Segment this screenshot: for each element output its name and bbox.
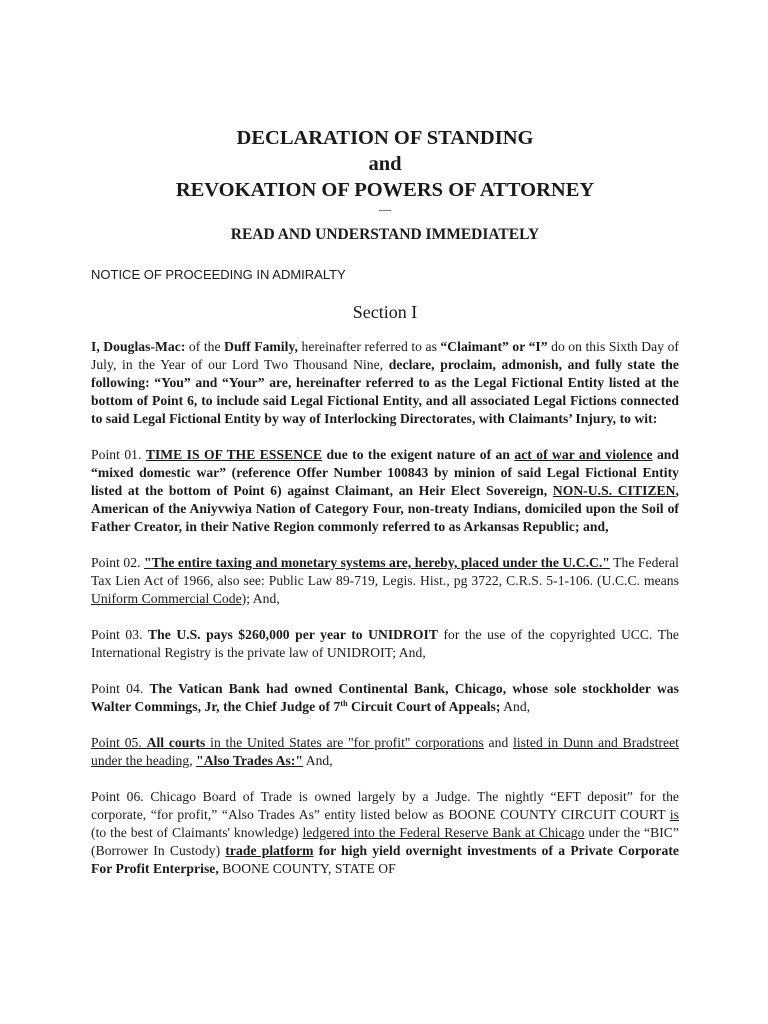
point-text: for the use of the copyrighted UCC. The International Registry is the private law of UNIDROIT; And,: [91, 627, 679, 660]
high-yield: for high yield overnight investments of a Private Corporate For Profit Enterprise,: [91, 843, 679, 876]
claimant-name: I, Douglas-Mac:: [91, 339, 186, 354]
point-03-paragraph: [91, 626, 679, 662]
point-text: And,: [303, 753, 333, 768]
title-line-1: DECLARATION OF STANDING: [236, 127, 534, 149]
is-word: is: [669, 807, 679, 822]
point-text: under the “BIC” (Borrower In Custody): [91, 825, 680, 858]
title-line-2: and: [368, 153, 402, 175]
point-text: , American of the Aniyvwiya Nation of Category Four, non-treaty Indians, domiciled upon the Soil of Father Creator, in their Native Region commonly referred to as Arkansas Republic; and,: [91, 483, 679, 534]
all-courts: All courts: [146, 735, 206, 750]
point-text: (to the best of Claimants' knowledge): [91, 825, 303, 840]
point-text: ,: [189, 753, 197, 768]
point-label: Point 02.: [91, 555, 145, 570]
point-text: and “mixed domestic war” (reference Offer Number 100843 by minion of said Legal Fictional Entity listed at the bottom of Point 6) against Claimant, an Heir Elect Sovereign,: [91, 447, 680, 498]
point-04-paragraph: [91, 680, 679, 716]
ucc-quote: "The entire taxing and monetary systems are, hereby, placed under the U.C.C.": [144, 555, 610, 570]
notice-line: NOTICE OF PROCEEDING IN ADMIRALTY: [91, 267, 346, 282]
act-of-war: act of war and violence: [514, 447, 653, 462]
family-name: Duff Family,: [224, 339, 299, 354]
subtitle: READ AND UNDERSTAND IMMEDIATELY: [230, 226, 540, 243]
non-us-citizen: NON-U.S. CITIZEN: [552, 483, 676, 498]
title-dash: —: [379, 202, 391, 216]
unidroit-payment: The U.S. pays $260,000 per year to UNIDROIT: [148, 627, 438, 642]
intro-text: of the: [185, 339, 225, 354]
point-01-paragraph: [91, 446, 679, 536]
intro-paragraph: [91, 338, 679, 428]
point-label: Point 03.: [91, 627, 149, 642]
title-line-3: REVOKATION OF POWERS OF ATTORNEY: [175, 179, 595, 201]
point-02-paragraph: [91, 554, 679, 608]
claimant-term: “Claimant” or “I”: [440, 339, 548, 354]
circuit-court: Circuit Court of Appeals;: [347, 699, 501, 714]
trade-platform: trade platform: [225, 843, 314, 858]
also-trades-as: "Also Trades As:": [196, 753, 303, 768]
intro-text: do on this Sixth Day of July, in the Year of our Lord Two Thousand Nine,: [91, 339, 679, 372]
point-05-paragraph: [91, 734, 679, 770]
document-body: [91, 125, 679, 878]
time-essence: TIME IS OF THE ESSENCE: [145, 447, 323, 462]
point-text: ); And,: [241, 591, 280, 606]
for-profit: in the United States are "for profit" corporations: [205, 735, 484, 750]
intro-text: hereinafter referred to as: [298, 339, 441, 354]
ucc-definition: Uniform Commercial Code: [91, 591, 242, 606]
vatican-bank: The Vatican Bank had owned Continental Bank, Chicago, whose sole stockholder was Walter Commings, Jr, the Chief Judge of 7: [91, 681, 679, 714]
point-text: And,: [500, 699, 531, 714]
point-text: Point 06. Chicago Board of Trade is owned largely by a Judge. The nightly “EFT deposit” for the corporate, “for profit,” “Also Trades As” entity listed below as BOONE COUNTY CIRCUIT COURT: [91, 789, 679, 822]
point-text: due to the exigent nature of an: [322, 447, 515, 462]
point-text: The Federal Tax Lien Act of 1966, also see: Public Law 89-719, Legis. Hist., pg 3722, C.R.S. 5-1-106. (U.C.C. means: [91, 555, 680, 588]
point-text: and: [483, 735, 514, 750]
point-label: Point 05.: [91, 735, 147, 750]
dunn-bradstreet: listed in Dunn and Bradstreet under the heading: [91, 735, 679, 768]
intro-declaration: declare, proclaim, admonish, and fully state the following: “You” and “Your” are, hereinafter referred to as the Legal Fictional Entity listed at the bottom of Point 6, to include said Legal Fictional Entity, and all associated Legal Fictions connected to said Legal Fictional Entity by way of Interlocking Directorates, with Claimants’ Injury, to wit:: [91, 357, 679, 426]
point-label: Point 04.: [91, 681, 150, 696]
point-label: Point 01.: [91, 447, 146, 462]
ledgered-fed: ledgered into the Federal Reserve Bank at Chicago: [302, 825, 585, 840]
ordinal-suffix: th: [340, 699, 348, 708]
point-06-paragraph: [91, 788, 679, 878]
section-heading: Section I: [352, 302, 418, 322]
point-text: BOONE COUNTY, STATE OF: [218, 861, 396, 876]
